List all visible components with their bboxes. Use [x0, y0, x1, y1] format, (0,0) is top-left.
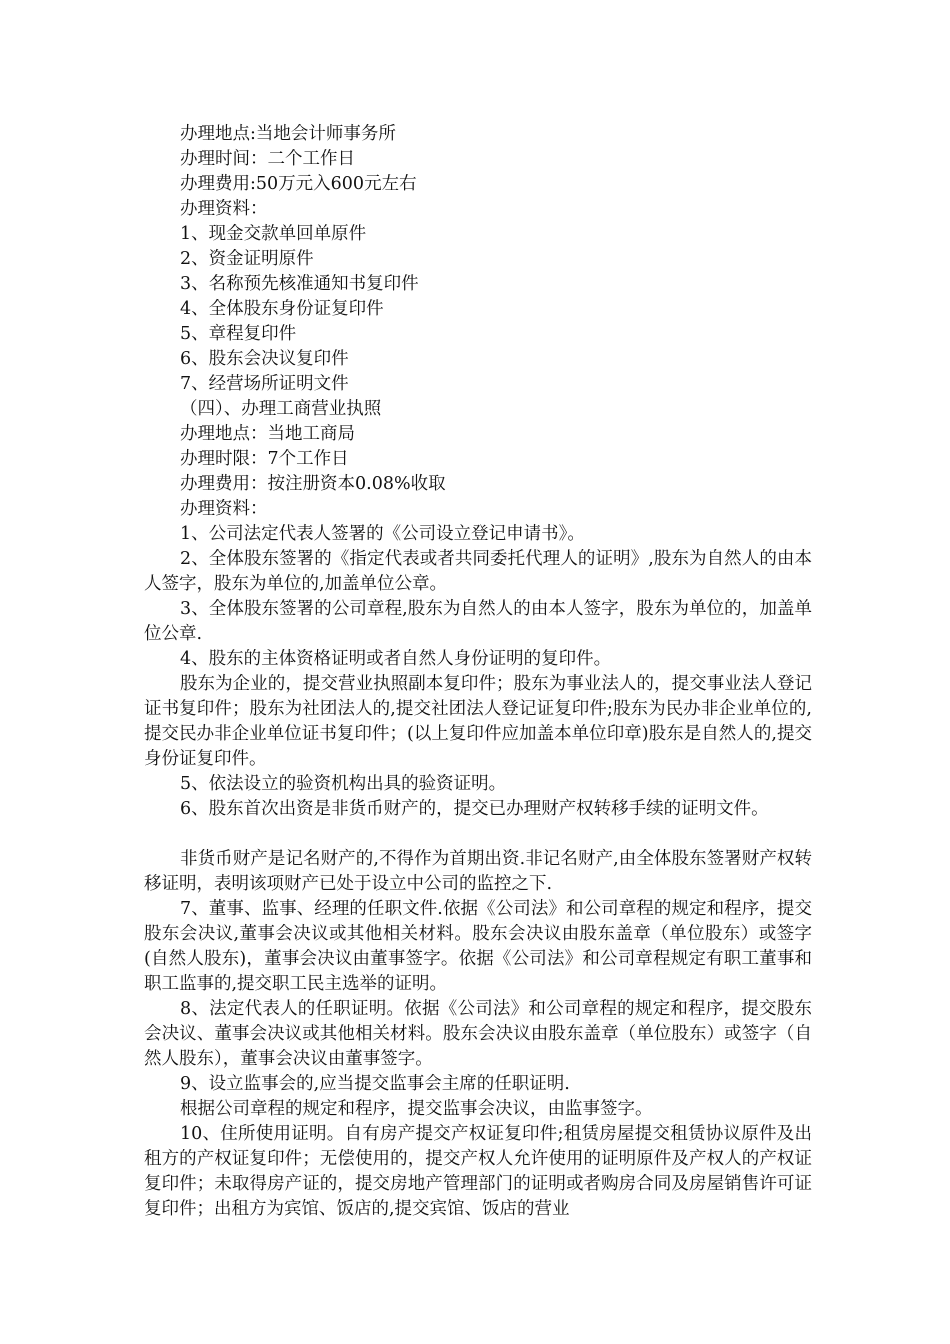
- section-heading: （四）、办理工商营业执照: [180, 399, 382, 419]
- list-item: 9、设立监事会的,应当提交监事会主席的任职证明.: [180, 1074, 570, 1094]
- list-item: 6、股东会决议复印件: [180, 349, 349, 369]
- list-item: 3、全体股东签署的公司章程,股东为自然人的由本人签字，股东为单位的，加盖单位公章.: [144, 599, 812, 644]
- list-item: 5、章程复印件: [180, 324, 297, 344]
- paragraph: 股东为企业的，提交营业执照副本复印件；股东为事业法人的，提交事业法人登记证书复印件；股东为社团法人的,提交社团法人登记证复印件;股东为民办非企业单位的,提交民办非企业单位证书复印件；(以上复印件应加盖本单位印章)股东是自然人的,提交身份证复印件。: [144, 674, 812, 769]
- paragraph: 非货币财产是记名财产的,不得作为首期出资.非记名财产,由全体股东签署财产权转移证明，表明该项财产已处于设立中公司的监控之下.: [144, 849, 812, 894]
- list-item: 7、董事、监事、经理的任职文件.依据《公司法》和公司章程的规定和程序，提交股东会决议,董事会决议或其他相关材料。股东会决议由股东盖章（单位股东）或签字(自然人股东)，董事会决议由董事签字。依据《公司法》和公司章程规定有职工董事和职工监事的,提交职工民主选举的证明。: [144, 899, 812, 994]
- list-item: 1、现金交款单回单原件: [180, 224, 367, 244]
- list-item: 10、住所使用证明。自有房产提交产权证复印件;租赁房屋提交租赁协议原件及出租方的产权证复印件；无偿使用的，提交产权人允许使用的证明原件及产权人的产权证复印件；未取得房产证的，提交房地产管理部门的证明或者购房合同及房屋销售许可证复印件；出租方为宾馆、饭店的,提交宾馆、饭店的营业: [144, 1124, 812, 1219]
- paragraph: 办理地点：当地工商局: [180, 424, 355, 444]
- list-item: 2、全体股东签署的《指定代表或者共同委托代理人的证明》,股东为自然人的由本人签字，股东为单位的,加盖单位公章。: [144, 549, 812, 594]
- paragraph: 办理地点:当地会计师事务所: [180, 124, 396, 144]
- document-body: [144, 122, 812, 1222]
- paragraph: 根据公司章程的规定和程序，提交监事会决议，由监事签字。: [180, 1099, 653, 1119]
- list-item: 4、全体股东身份证复印件: [180, 299, 384, 319]
- paragraph: 办理费用:50万元入600元左右: [180, 174, 417, 194]
- list-item: 3、名称预先核准通知书复印件: [180, 274, 419, 294]
- list-item: 2、资金证明原件: [180, 249, 314, 269]
- blank-line: [144, 822, 812, 847]
- list-item: 1、公司法定代表人签署的《公司设立登记申请书》。: [180, 524, 585, 544]
- list-item: 5、依法设立的验资机构出具的验资证明。: [180, 774, 507, 794]
- list-item: 7、经营场所证明文件: [180, 374, 349, 394]
- list-item: 6、股东首次出资是非货币财产的，提交已办理财产权转移手续的证明文件。: [180, 799, 769, 819]
- paragraph: 办理资料：: [180, 499, 268, 519]
- paragraph: 办理时间：二个工作日: [180, 149, 355, 169]
- list-item: 4、股东的主体资格证明或者自然人身份证明的复印件。: [180, 649, 612, 669]
- paragraph: 办理费用：按注册资本0.08%收取: [180, 474, 446, 494]
- list-item: 8、法定代表人的任职证明。依据《公司法》和公司章程的规定和程序，提交股东会决议、董事会决议或其他相关材料。股东会决议由股东盖章（单位股东）或签字（自然人股东），董事会决议由董事签字。: [144, 999, 812, 1069]
- paragraph: 办理时限：7个工作日: [180, 449, 349, 469]
- paragraph: 办理资料：: [180, 199, 268, 219]
